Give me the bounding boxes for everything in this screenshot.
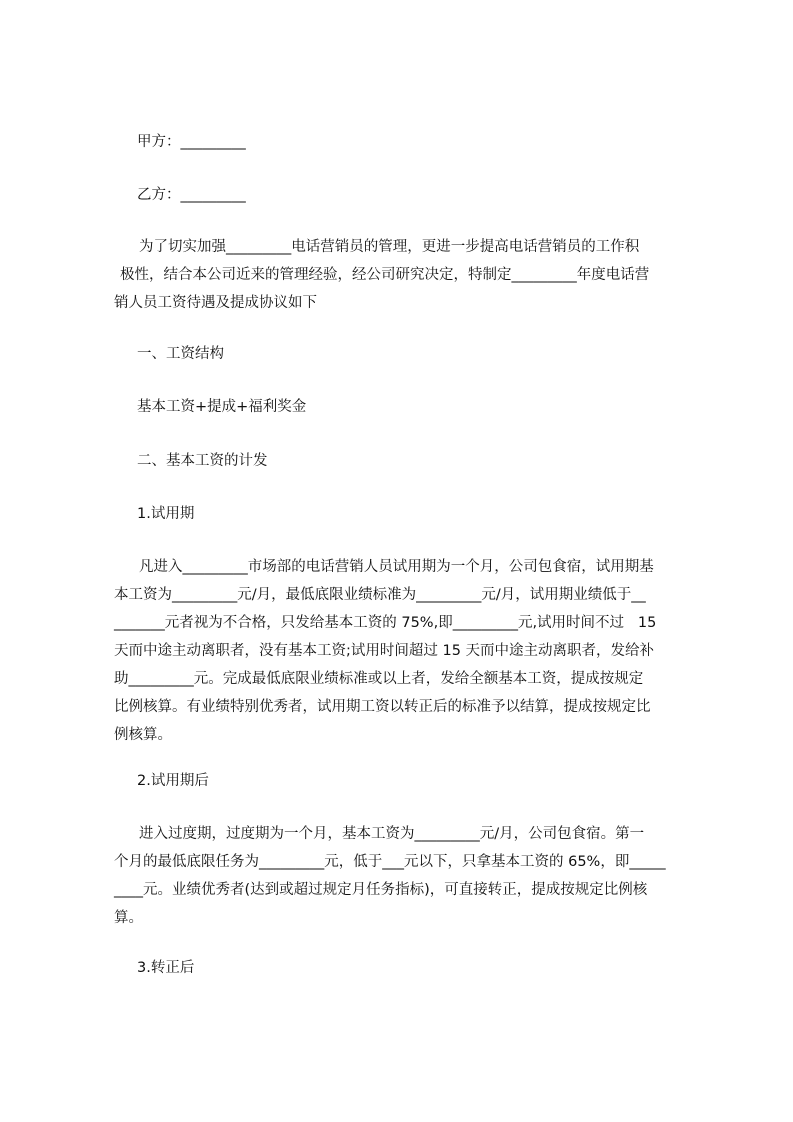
salary-structure-text: 基本工资+提成+福利奖金 — [137, 399, 307, 415]
party-b-line: 乙方：_________ — [137, 187, 246, 203]
item-2-heading: 2.试用期后 — [137, 773, 209, 789]
party-a-line: 甲方：_________ — [137, 134, 246, 150]
intro-paragraph — [110, 237, 710, 313]
section-2-heading: 二、基本工资的计发 — [137, 453, 268, 469]
item-1-paragraph — [110, 557, 710, 745]
item-1-line: 例核算。 — [114, 727, 172, 743]
item-2-line: ____元。业绩优秀者(达到或超过规定月任务指标)，可直接转正，提成按规定比例核 — [114, 882, 648, 898]
item-2-line: 个月的最低底限任务为_________元，低于___元以下，只拿基本工资的 65%，即_____ — [114, 854, 666, 870]
intro-line: 销人员工资待遇及提成协议如下 — [114, 295, 317, 311]
item-3-heading: 3.转正后 — [137, 960, 195, 976]
intro-line: 为了切实加强_________电话营销员的管理，更进一步提高电话营销员的工作积 — [110, 239, 640, 255]
section-1-heading: 一、工资结构 — [137, 346, 224, 362]
item-2-line: 算。 — [114, 910, 143, 926]
item-1-line: 天而中途主动离职者，没有基本工资;试用时间超过 15 天而中途主动离职者，发给补 — [114, 643, 655, 659]
intro-line: 极性，结合本公司近来的管理经验，经公司研究决定，特制定_________年度电话营 — [120, 267, 650, 283]
item-1-line: 凡进入_________市场部的电话营销人员试用期为一个月，公司包食宿，试用期基 — [110, 559, 654, 575]
item-2-paragraph — [110, 824, 710, 928]
item-1-line: 助_________元。完成最低底限业绩标准或以上者，发给全额基本工资，提成按规定 — [114, 671, 644, 687]
item-1-line: 比例核算。有业绩特别优秀者，试用期工资以转正后的标准予以结算，提成按规定比 — [114, 699, 651, 715]
item-1-heading: 1.试用期 — [137, 506, 195, 522]
item-2-line: 进入过度期，过度期为一个月，基本工资为_________元/月，公司包食宿。第一 — [110, 826, 645, 842]
item-1-line: 本工资为_________元/月，最低底限业绩标准为_________元/月，试用期业绩低于__ — [114, 587, 646, 603]
item-1-line: _______元者视为不合格，只发给基本工资的 75%,即_________元,试用时间不过 15 — [114, 615, 657, 631]
